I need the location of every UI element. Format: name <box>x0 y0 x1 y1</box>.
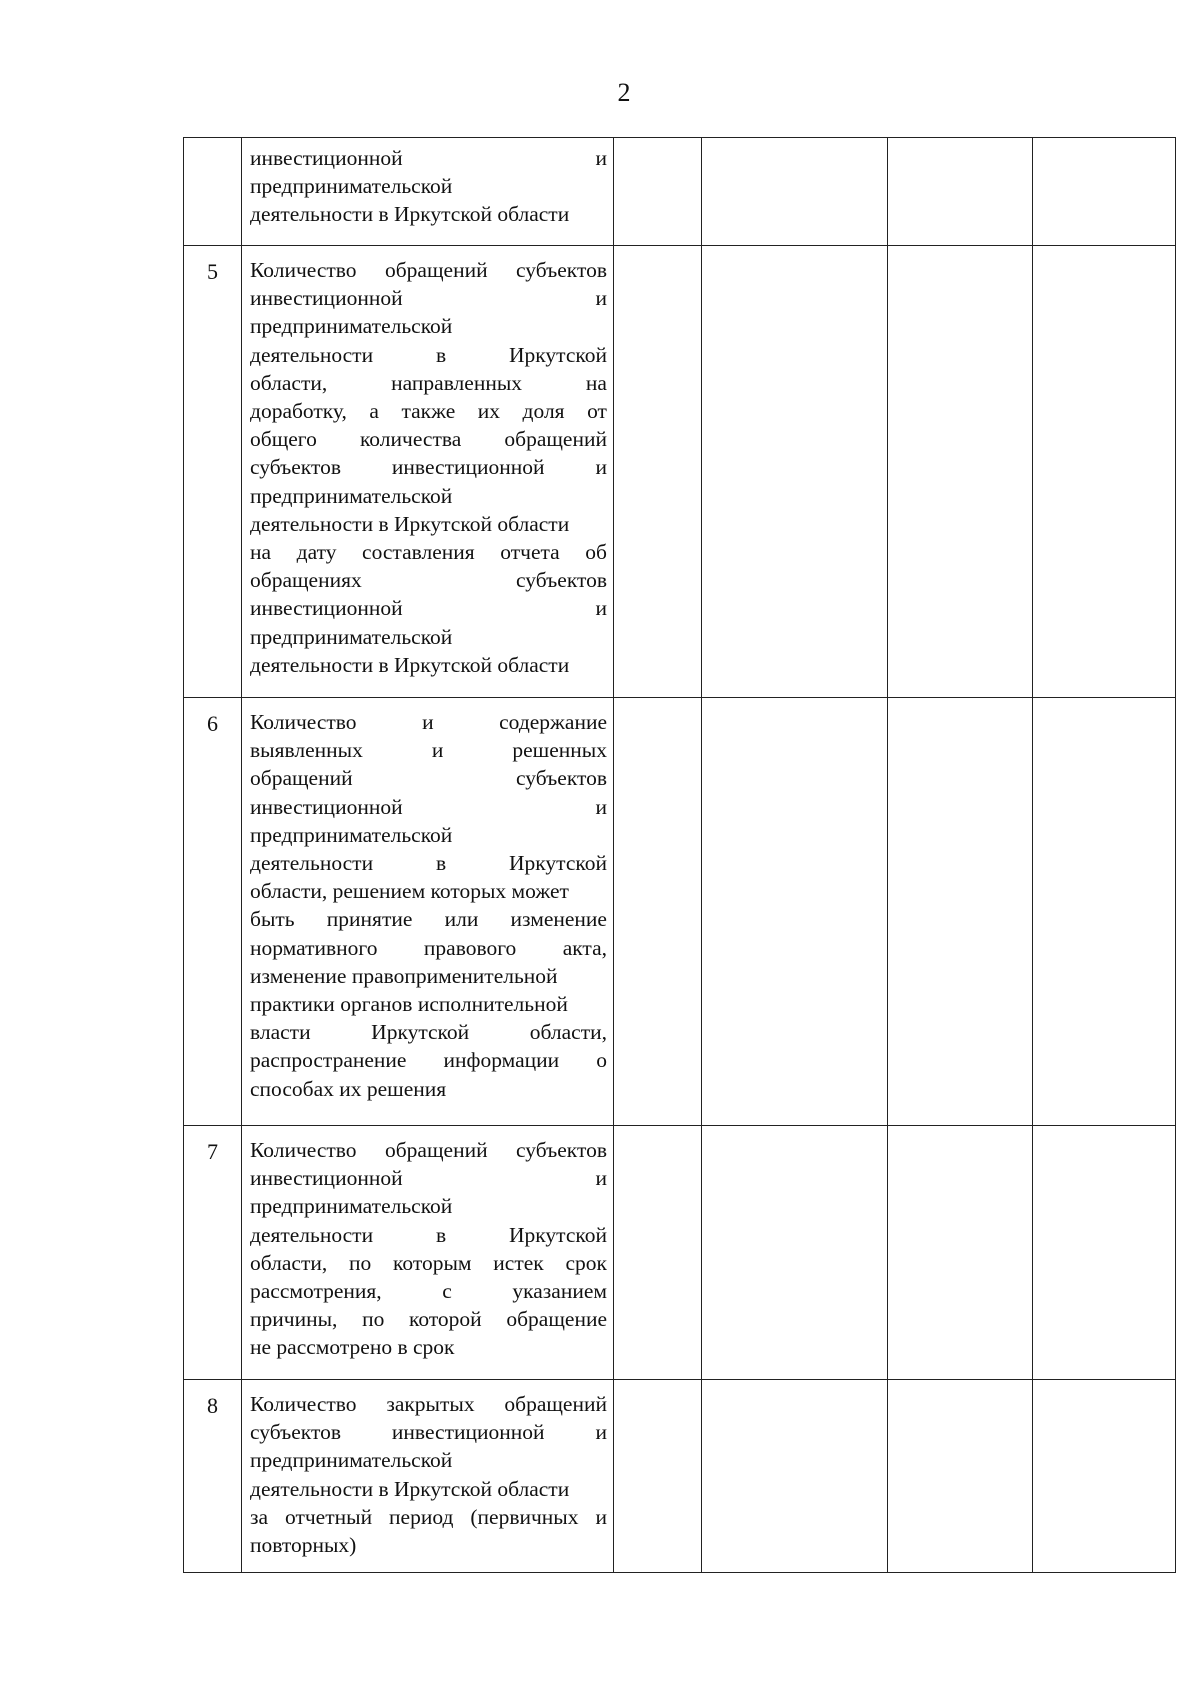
text-word: по <box>349 1250 372 1275</box>
text-word: субъектов <box>516 258 607 282</box>
empty-value-cell <box>888 698 1033 1126</box>
text-word: деятельности в Иркутской области <box>250 511 570 536</box>
text-word: субъектов <box>516 568 607 593</box>
empty-value-cell <box>614 1380 702 1573</box>
text-word: Количество <box>250 1138 357 1162</box>
text-line <box>250 623 607 651</box>
text-line <box>250 1277 607 1305</box>
text-word: не рассмотрено в срок <box>250 1335 455 1360</box>
text-line <box>250 849 607 877</box>
table-row <box>184 138 1176 246</box>
text-word: и <box>595 455 607 480</box>
text-line <box>250 1136 607 1164</box>
text-word: количества <box>359 427 462 452</box>
empty-value-cell <box>702 1380 888 1573</box>
text-line <box>250 1249 607 1277</box>
text-word: в <box>435 1222 447 1247</box>
table-row <box>184 1126 1176 1380</box>
text-line <box>250 172 607 200</box>
text-word: за <box>250 1504 269 1529</box>
text-word: дату <box>296 540 337 565</box>
empty-value-cell <box>888 1126 1033 1380</box>
report-table-body <box>184 138 1176 1573</box>
empty-value-cell <box>702 138 888 246</box>
text-word: или <box>444 907 479 932</box>
empty-value-cell <box>1033 1380 1176 1573</box>
text-word: предпринимательской <box>250 174 453 199</box>
text-word: доля <box>522 399 565 424</box>
text-word: инвестиционной <box>391 1420 545 1445</box>
text-word: субъектов <box>250 455 341 480</box>
text-line <box>250 1475 607 1503</box>
text-line <box>250 1503 607 1531</box>
text-word: Иркутской <box>509 342 607 367</box>
text-word: и <box>595 146 607 170</box>
text-line <box>250 1192 607 1220</box>
text-word: предпринимательской <box>250 483 453 508</box>
empty-value-cell <box>888 246 1033 698</box>
text-word: субъектов <box>516 1138 607 1162</box>
text-word: Иркутской <box>371 1020 470 1045</box>
text-word: предпринимательской <box>250 314 453 339</box>
text-word: обращениях <box>250 568 362 593</box>
text-line <box>250 934 607 962</box>
text-word: инвестиционной <box>250 286 403 311</box>
text-word: Количество <box>250 258 357 282</box>
text-line <box>250 1164 607 1192</box>
text-line <box>250 962 607 990</box>
text-word: обращений <box>504 1392 607 1416</box>
indicator-name-cell <box>242 1380 614 1573</box>
text-word: в <box>435 851 447 876</box>
text-word: деятельности <box>250 342 374 367</box>
table-row <box>184 1380 1176 1573</box>
text-word: деятельности <box>250 1222 374 1247</box>
text-line <box>250 482 607 510</box>
indicator-name-cell <box>242 698 614 1126</box>
text-word: закрытых <box>386 1392 475 1416</box>
text-word: деятельности <box>250 851 374 876</box>
empty-value-cell <box>702 1126 888 1380</box>
text-line <box>250 990 607 1018</box>
text-line <box>250 425 607 453</box>
text-line <box>250 708 607 736</box>
text-word: Количество <box>250 710 357 734</box>
empty-value-cell <box>614 698 702 1126</box>
text-word: практики органов исполнительной <box>250 992 568 1017</box>
text-word: инвестиционной <box>250 146 403 170</box>
text-word: на <box>250 540 272 565</box>
empty-value-cell <box>614 246 702 698</box>
report-table <box>183 137 1176 1573</box>
text-word: правового <box>423 935 517 960</box>
text-word: с <box>442 1279 452 1304</box>
text-word: быть <box>250 907 295 932</box>
text-line <box>250 256 607 284</box>
text-word: причины, <box>250 1307 338 1332</box>
text-word: Иркутской <box>509 1222 607 1247</box>
text-word: на <box>585 370 607 395</box>
text-word: предпринимательской <box>250 1194 453 1219</box>
text-word: обращений <box>384 1138 488 1162</box>
text-word: содержание <box>499 710 607 734</box>
text-word: и <box>595 596 607 621</box>
text-line <box>250 144 607 172</box>
text-word: в <box>435 342 447 367</box>
text-word: и <box>595 286 607 311</box>
text-line <box>250 397 607 425</box>
text-word: области, <box>250 1250 328 1275</box>
text-word: по <box>362 1307 385 1332</box>
empty-value-cell <box>1033 698 1176 1126</box>
row-number-cell: 8 <box>184 1380 242 1573</box>
text-word: выявленных <box>250 738 363 763</box>
text-word: решенных <box>512 738 607 763</box>
text-line <box>250 312 607 340</box>
text-word: субъектов <box>250 1420 341 1445</box>
text-line <box>250 877 607 905</box>
text-word: также <box>401 399 456 424</box>
text-line <box>250 821 607 849</box>
text-word: отчетный <box>285 1504 373 1529</box>
text-word: власти <box>250 1020 311 1045</box>
text-word: нормативного <box>250 935 378 960</box>
text-line <box>250 594 607 622</box>
text-line <box>250 1390 607 1418</box>
text-word: предпринимательской <box>250 1448 453 1473</box>
text-line <box>250 284 607 312</box>
empty-value-cell <box>614 138 702 246</box>
empty-value-cell <box>888 138 1033 246</box>
text-word: истек <box>493 1250 544 1275</box>
row-number-cell <box>184 138 242 246</box>
text-line <box>250 1305 607 1333</box>
text-line <box>250 538 607 566</box>
text-word: обращений <box>384 258 488 282</box>
text-line <box>250 369 607 397</box>
page-number-text: 2 <box>617 78 631 107</box>
text-line <box>250 453 607 481</box>
text-line <box>250 1018 607 1046</box>
empty-value-cell <box>1033 138 1176 246</box>
text-word: изменение правоприменительной <box>250 963 558 988</box>
text-line <box>250 651 607 679</box>
empty-value-cell <box>614 1126 702 1380</box>
indicator-name-cell <box>242 1126 614 1380</box>
text-line <box>250 566 607 594</box>
page-number <box>0 78 1200 108</box>
text-word: и <box>595 1420 607 1445</box>
text-word: принятие <box>326 907 413 932</box>
text-word: обращений <box>504 427 607 452</box>
text-word: (первичных <box>470 1504 579 1529</box>
table-row <box>184 698 1176 1126</box>
text-word: информации <box>443 1048 560 1073</box>
text-word: инвестиционной <box>250 794 403 819</box>
text-word: об <box>585 540 607 565</box>
text-word: указанием <box>512 1279 607 1304</box>
text-word: которой <box>409 1307 482 1332</box>
empty-value-cell <box>1033 246 1176 698</box>
text-word: составления <box>362 540 475 565</box>
row-number-cell: 5 <box>184 246 242 698</box>
text-line <box>250 1221 607 1249</box>
text-word: деятельности в Иркутской области <box>250 1476 570 1501</box>
text-word: и <box>595 794 607 819</box>
text-word: общего <box>250 427 317 452</box>
text-line <box>250 736 607 764</box>
text-word: рассмотрения, <box>250 1279 382 1304</box>
row-number-cell: 7 <box>184 1126 242 1380</box>
text-line <box>250 1046 607 1074</box>
text-word: деятельности в Иркутской области <box>250 652 570 677</box>
text-word: инвестиционной <box>250 1166 403 1191</box>
indicator-name-cell <box>242 246 614 698</box>
row-number-cell: 6 <box>184 698 242 1126</box>
text-line <box>250 793 607 821</box>
text-word: и <box>595 1166 607 1191</box>
text-word: которым <box>393 1250 472 1275</box>
indicator-name-cell <box>242 138 614 246</box>
text-word: распространение <box>250 1048 407 1073</box>
text-word: Иркутской <box>509 851 607 876</box>
text-word: области, решением которых может <box>250 879 569 904</box>
text-line <box>250 1531 607 1559</box>
empty-value-cell <box>888 1380 1033 1573</box>
text-line <box>250 1333 607 1361</box>
text-word: предпринимательской <box>250 822 453 847</box>
text-line <box>250 341 607 369</box>
table-row <box>184 246 1176 698</box>
text-word: предпринимательской <box>250 624 453 649</box>
text-line <box>250 1075 607 1103</box>
text-line <box>250 1418 607 1446</box>
text-word: области, <box>250 370 328 395</box>
text-word: срок <box>565 1250 607 1275</box>
text-word: их <box>477 399 501 424</box>
text-word: доработку, <box>250 399 347 424</box>
text-word: о <box>596 1048 607 1073</box>
text-word: и <box>431 738 444 763</box>
text-word: инвестиционной <box>250 596 403 621</box>
text-word: деятельности в Иркутской области <box>250 202 570 227</box>
text-word: и <box>595 1504 607 1529</box>
text-word: от <box>587 399 607 424</box>
text-word: период <box>389 1504 454 1529</box>
text-word: направленных <box>391 370 523 395</box>
text-word: изменение <box>510 907 607 932</box>
text-word: а <box>369 399 379 424</box>
empty-value-cell <box>1033 1126 1176 1380</box>
text-line <box>250 510 607 538</box>
text-word: Количество <box>250 1392 357 1416</box>
text-word: повторных) <box>250 1533 357 1558</box>
text-line <box>250 1446 607 1474</box>
text-word: обращение <box>506 1307 607 1332</box>
empty-value-cell <box>702 698 888 1126</box>
text-line <box>250 905 607 933</box>
text-line <box>250 200 607 228</box>
text-word: инвестиционной <box>391 455 545 480</box>
text-word: субъектов <box>516 766 607 791</box>
text-word: области, <box>529 1020 607 1045</box>
text-word: акта, <box>562 935 607 960</box>
text-line <box>250 764 607 792</box>
empty-value-cell <box>702 246 888 698</box>
text-word: отчета <box>500 540 560 565</box>
text-word: и <box>422 710 434 734</box>
text-word: способах их решения <box>250 1076 447 1101</box>
text-word: обращений <box>250 766 353 791</box>
